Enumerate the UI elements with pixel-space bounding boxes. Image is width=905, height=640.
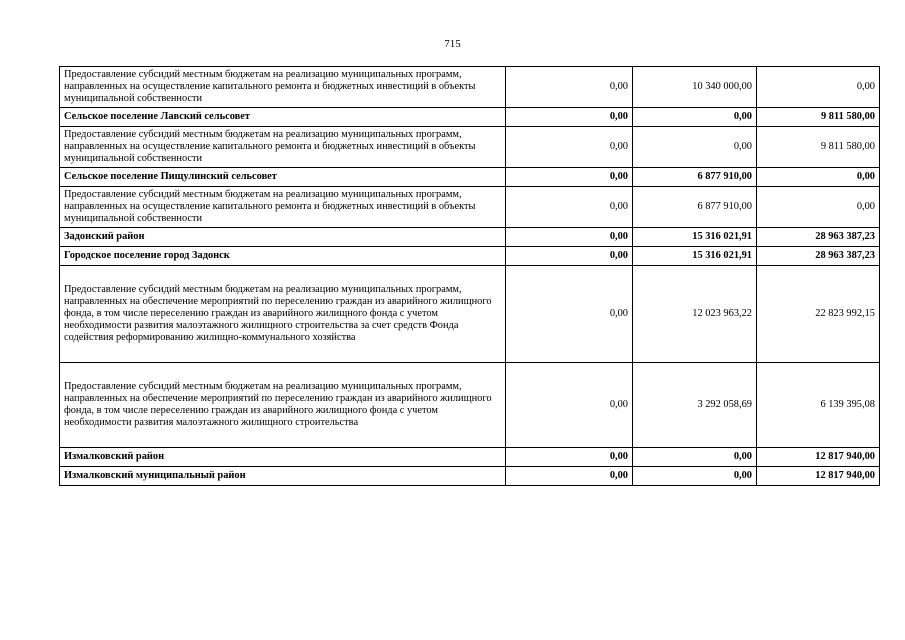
row-value-3: 6 139 395,08 <box>757 363 880 448</box>
row-value-3: 0,00 <box>757 187 880 228</box>
row-value-3: 0,00 <box>757 67 880 108</box>
row-name: Сельское поселение Пищулинский сельсовет <box>60 168 506 187</box>
row-value-3: 9 811 580,00 <box>757 108 880 127</box>
row-value-3: 9 811 580,00 <box>757 127 880 168</box>
row-value-2: 12 023 963,22 <box>633 266 757 363</box>
table-row <box>60 67 880 108</box>
row-value-2: 0,00 <box>633 448 757 467</box>
row-value-2: 0,00 <box>633 127 757 168</box>
row-name: Предоставление субсидий местным бюджетам на реализацию муниципальных программ, направленных на осуществление капитального ремонта и бюджетных инвестиций в объекты муниципальной собственности <box>60 127 506 168</box>
table-row <box>60 247 880 266</box>
row-value-2: 0,00 <box>633 108 757 127</box>
row-value-2: 6 877 910,00 <box>633 168 757 187</box>
row-value-3: 22 823 992,15 <box>757 266 880 363</box>
row-name: Измалковский район <box>60 448 506 467</box>
table-row <box>60 187 880 228</box>
table-row <box>60 168 880 187</box>
row-value-2: 15 316 021,91 <box>633 228 757 247</box>
table-row <box>60 127 880 168</box>
row-value-2: 10 340 000,00 <box>633 67 757 108</box>
table-row <box>60 363 880 448</box>
row-value-1: 0,00 <box>506 67 633 108</box>
row-value-1: 0,00 <box>506 228 633 247</box>
table-row <box>60 228 880 247</box>
table-row <box>60 448 880 467</box>
row-value-1: 0,00 <box>506 108 633 127</box>
page-number: 715 <box>444 38 461 50</box>
row-value-1: 0,00 <box>506 187 633 228</box>
row-value-1: 0,00 <box>506 266 633 363</box>
row-value-1: 0,00 <box>506 127 633 168</box>
row-value-2: 6 877 910,00 <box>633 187 757 228</box>
table-row <box>60 467 880 486</box>
row-name: Предоставление субсидий местным бюджетам на реализацию муниципальных программ, направленных на осуществление капитального ремонта и бюджетных инвестиций в объекты муниципальной собственности <box>60 67 506 108</box>
table-row <box>60 108 880 127</box>
row-value-3: 28 963 387,23 <box>757 247 880 266</box>
budget-table <box>59 66 880 486</box>
row-value-1: 0,00 <box>506 448 633 467</box>
row-name: Предоставление субсидий местным бюджетам на реализацию муниципальных программ, направленных на осуществление капитального ремонта и бюджетных инвестиций в объекты муниципальной собственности <box>60 187 506 228</box>
row-name: Измалковский муниципальный район <box>60 467 506 486</box>
row-value-1: 0,00 <box>506 363 633 448</box>
row-value-2: 15 316 021,91 <box>633 247 757 266</box>
row-value-1: 0,00 <box>506 467 633 486</box>
row-value-3: 12 817 940,00 <box>757 467 880 486</box>
row-value-3: 28 963 387,23 <box>757 228 880 247</box>
row-name: Сельское поселение Лавский сельсовет <box>60 108 506 127</box>
row-name: Городское поселение город Задонск <box>60 247 506 266</box>
row-value-2: 3 292 058,69 <box>633 363 757 448</box>
row-name: Предоставление субсидий местным бюджетам на реализацию муниципальных программ, направленных на обеспечение мероприятий по переселению граждан из аварийного жилищного фонда, в том числе переселению граждан из аварийного жилищного фонда с учетом необходимости развития малоэтажного жилищного строительства <box>60 363 506 448</box>
row-name: Предоставление субсидий местным бюджетам на реализацию муниципальных программ, направленных на обеспечение мероприятий по переселению граждан из аварийного жилищного фонда, в том числе переселению граждан из аварийного жилищного фонда с учетом необходимости развития малоэтажного жилищного строительства за счет средств Фонда содействия реформированию жилищно-коммунального хозяйства <box>60 266 506 363</box>
row-value-1: 0,00 <box>506 247 633 266</box>
row-value-1: 0,00 <box>506 168 633 187</box>
table-row <box>60 266 880 363</box>
row-value-3: 12 817 940,00 <box>757 448 880 467</box>
row-name: Задонский район <box>60 228 506 247</box>
row-value-3: 0,00 <box>757 168 880 187</box>
row-value-2: 0,00 <box>633 467 757 486</box>
